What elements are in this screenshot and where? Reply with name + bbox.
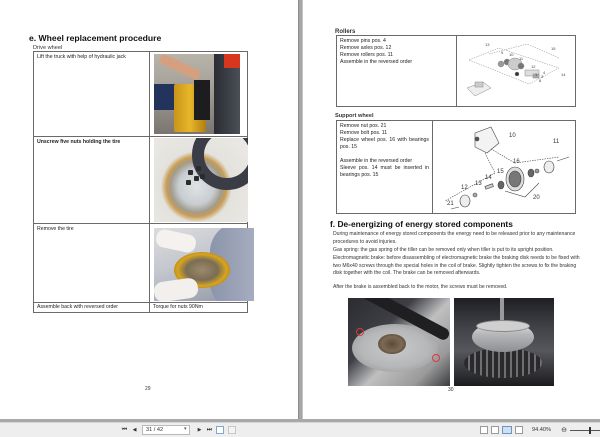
svg-text:1: 1 [535,72,538,77]
support-wheel-exploded-diagram [435,123,575,213]
zoom-slider[interactable] [570,430,600,431]
support-wheel-table [336,120,576,214]
section-title: e. Wheel replacement procedure [29,33,162,43]
two-page-view-icon[interactable] [502,426,512,434]
svg-text:15: 15 [551,46,556,51]
brake-coil-photo [454,298,554,386]
page-30 [303,0,600,421]
svg-text:10: 10 [509,52,514,57]
page-number-input[interactable]: 31 / 42 [142,425,190,435]
image-cell [150,52,248,137]
svg-text:3: 3 [541,74,544,79]
tire-removal-photo [154,228,254,301]
svg-text:13: 13 [485,42,490,47]
previous-page-button[interactable] [131,426,138,435]
svg-text:16: 16 [513,159,520,165]
torque-note: Torque for nuts 90Nm [153,304,203,310]
first-page-button[interactable] [120,426,129,435]
last-page-button[interactable] [205,426,214,435]
navigation-toolbar [0,422,600,437]
page-number: 29 [145,386,151,392]
svg-text:12: 12 [461,185,468,191]
support-wheel-steps: Remove nut pos. 21 Remove bolt pos. 11 Replace wheel pos. 16 with bearings pos. 15 Assemble in the reversed order Sleeve pos. 14 must be inserted in bearings pos. 15 [337,121,433,213]
next-page-icon: ▶ [197,427,202,433]
hydraulic-jack-photo [154,54,240,134]
svg-text:11: 11 [519,56,524,61]
svg-text:13: 13 [475,181,482,187]
svg-text:8: 8 [539,78,542,83]
step-text: Unscrew five nuts holding the tire [37,139,121,145]
rollers-title: Rollers [335,29,356,35]
svg-text:4: 4 [543,70,546,75]
svg-text:20: 20 [533,195,540,201]
drive-wheel-table [33,51,248,313]
single-page-view-icon[interactable] [480,426,488,434]
step-text: Remove the tire [37,226,74,232]
last-page-icon: ⏭ [206,427,213,433]
svg-text:21: 21 [447,201,454,207]
step-text: Lift the truck with help of hydraulic jack [37,54,126,60]
zoom-out-button[interactable] [560,426,568,435]
subsection-label: Drive wheel [33,45,63,51]
rollers-table [336,35,576,107]
image-cell [150,137,248,224]
page-dropdown-icon[interactable]: ▾ [184,426,187,432]
svg-text:14: 14 [561,72,566,77]
svg-text:10: 10 [509,133,516,139]
step-cell [34,224,150,303]
rollers-exploded-diagram [459,38,573,104]
section-f-title: f. De-energizing of energy stored components [330,219,513,229]
first-page-icon: ⏮ [121,427,128,433]
svg-text:9: 9 [501,50,504,55]
svg-text:14: 14 [485,175,492,181]
step-cell [34,52,150,137]
next-page-button[interactable] [196,426,203,435]
brake-plate-photo [348,298,450,386]
page-number: 30 [448,387,454,393]
step-cell [34,137,150,224]
svg-text:11: 11 [553,139,560,145]
go-back-view-icon[interactable] [216,426,224,434]
go-forward-view-icon[interactable] [228,426,236,434]
wheel-nuts-photo [154,138,248,222]
svg-text:15: 15 [497,169,504,175]
section-f-body: During maintenance of energy stored components the energy need to be released prior to any maintenance procedures to avoid injuries. Gas spring: the gas spring of the tiller can be removed only when tiller is put to its upright position. Electromagnetic brake: before disassembling of electromagnetic brake the braking disk needs to be fixed with two M6x40 screws through the special holes in the coil of brake. Slightly tighten the screws to fix the braking disk together with the coil. The brake can be removed afterwards. After the brake is assembled back to the motor, the screws must be removed. [333,231,580,291]
image-cell [150,224,248,303]
previous-page-icon: ◀ [132,427,137,433]
zoom-slider-handle[interactable] [589,427,591,434]
page-29 [0,0,298,421]
two-page-continuous-view-icon[interactable] [515,426,523,434]
zoom-out-icon: ⊖ [561,427,567,434]
svg-text:12: 12 [531,64,536,69]
support-wheel-title: Support wheel [335,113,374,119]
assemble-note: Assemble back with reversed order [34,303,150,313]
zoom-level[interactable]: 94.40% [532,427,551,433]
continuous-view-icon[interactable] [491,426,499,434]
rollers-steps: Remove pins pos. 4 Remove axles pos. 12 Remove rollers pos. 11 Assemble in the reversed order [337,36,457,106]
